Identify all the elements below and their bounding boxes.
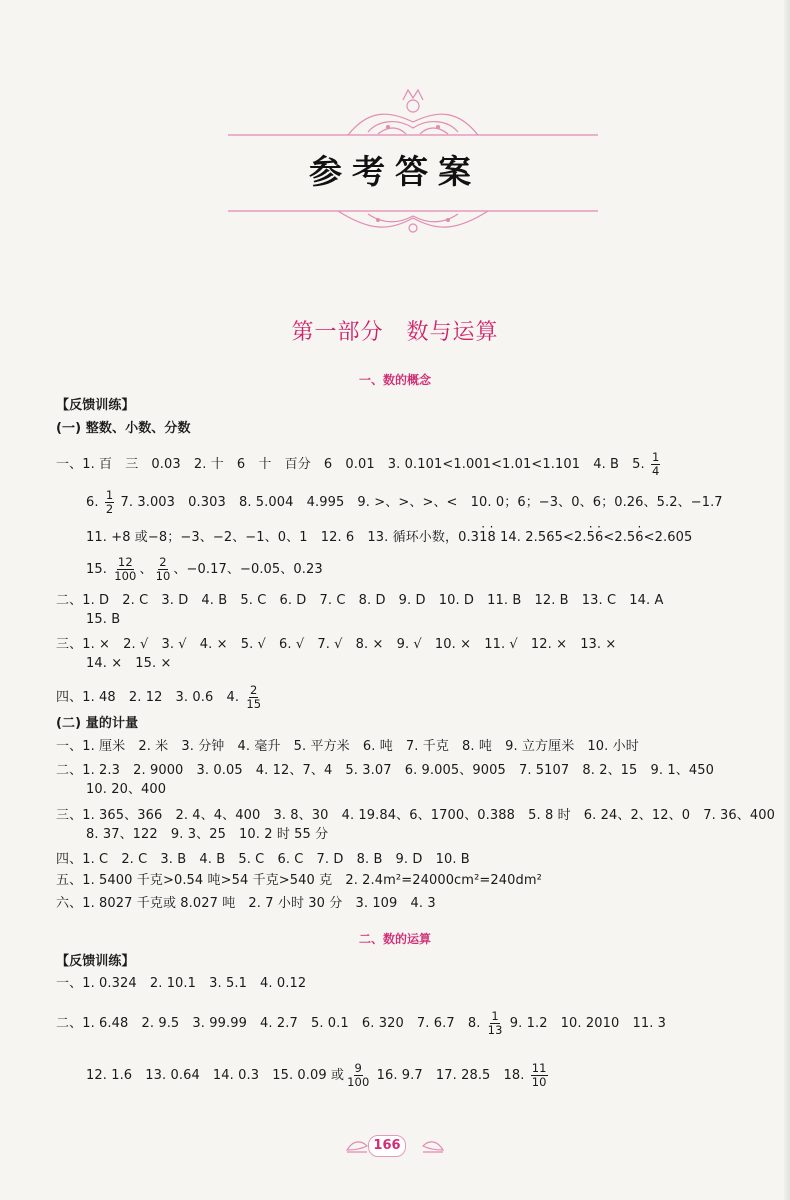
fraction xyxy=(651,451,660,478)
subsection-heading: (一) 整数、小数、分数 xyxy=(56,421,191,436)
answer-line: 二、1. 2.3 2. 9000 3. 0.05 4. 12、7、4 5. 3.07 6. 9.005、9005 7. 5107 8. 2、15 9. 1、450 xyxy=(56,763,714,778)
fraction-numerator: 1 xyxy=(652,450,660,464)
fraction xyxy=(346,1062,370,1089)
answer-line: 六、1. 8027 千克或 8.027 吨 2. 7 小时 30 分 3. 109 4. 3 xyxy=(56,896,436,911)
answer-line xyxy=(56,1010,666,1037)
answer-line xyxy=(56,684,264,711)
answer-text: 14. 2.565<2. xyxy=(500,530,587,545)
answer-text: 15. xyxy=(86,562,107,577)
fraction xyxy=(487,1010,504,1037)
answer-line xyxy=(86,530,692,546)
fraction-denominator: 2 xyxy=(105,502,114,516)
repeating-digit: · 1 xyxy=(479,530,487,546)
fraction-numerator: 11 xyxy=(531,1061,547,1075)
repeating-digit: · 6 xyxy=(595,530,603,546)
answer-line: 四、1. C 2. C 3. B 4. B 5. C 6. C 7. D 8. B 9. D 10. B xyxy=(56,852,470,867)
answer-line: 三、1. × 2. √ 3. √ 4. × 5. √ 6. √ 7. √ 8. × 9. √ 10. × 11. √ 12. × 13. × xyxy=(56,637,617,652)
answer-text: 二、1. 6.48 2. 9.5 3. 99.99 4. 2.7 5. 0.1 6. 320 7. 6.7 8. xyxy=(56,1016,481,1031)
section-title-number-concept: 一、数的概念 xyxy=(358,373,431,387)
answer-text: <2.5 xyxy=(603,530,636,545)
answer-text: 6. xyxy=(86,495,99,510)
answer-line: 8. 37、122 9. 3、25 10. 2 时 55 分 xyxy=(86,827,329,842)
answer-line: 14. × 15. × xyxy=(86,656,172,671)
repeating-digit: · 8 xyxy=(487,530,495,546)
answer-text: 16. 9.7 17. 28.5 18. xyxy=(376,1068,525,1083)
fraction-denominator: 4 xyxy=(652,464,660,478)
fraction-denominator: 15 xyxy=(246,697,262,711)
answer-line: 15. B xyxy=(86,612,121,627)
answer-line xyxy=(86,1062,550,1089)
answer-line: 五、1. 5400 千克>0.54 吨>54 千克>540 克 2. 2.4m²=24000cm²=240dm² xyxy=(56,873,542,888)
answer-text: <2.605 xyxy=(643,530,693,545)
fraction-numerator: 2 xyxy=(250,683,258,697)
answer-text: 、−0.17、−0.05、0.23 xyxy=(173,562,323,577)
answer-line: 三、1. 365、366 2. 4、4、400 3. 8、30 4. 19.84、6、1700、0.388 5. 8 时 6. 24、2、12、0 7. 36、400 xyxy=(56,808,776,823)
feedback-heading: 【反馈训练】 xyxy=(56,954,135,969)
repeating-digit: · 6 xyxy=(635,530,643,546)
section-title-number-operations: 二、数的运算 xyxy=(358,932,431,946)
fraction xyxy=(113,556,137,583)
answer-line xyxy=(86,489,723,516)
fraction-denominator: 100 xyxy=(347,1075,370,1089)
fraction xyxy=(155,556,172,583)
page-number: 166 xyxy=(368,1135,406,1157)
answer-line: 一、1. 厘米 2. 米 3. 分钟 4. 毫升 5. 平方米 6. 吨 7. 千克 8. 吨 9. 立方厘米 10. 小时 xyxy=(56,739,639,754)
answer-line: 一、1. 0.324 2. 10.1 3. 5.1 4. 0.12 xyxy=(56,976,307,991)
answer-text: 一、1. 百 三 0.03 2. 十 6 十 百分 6 0.01 3. 0.101<1.001<1.01<1.101 4. B 5. xyxy=(56,457,645,472)
answer-line: 15. $\frac{12}{100}$ 、 $\frac{2}{10}$ 、−0.17、−0.05、0.23 xyxy=(86,555,323,583)
answer-line: 10. 20、400 xyxy=(86,782,167,797)
answer-text: 7. 3.003 0.303 8. 5.004 4.995 9. >、>、>、< 10. 0；6；−3、0、6；0.26、5.2、−1.7 xyxy=(120,495,723,510)
fraction xyxy=(105,489,114,516)
feedback-heading: 【反馈训练】 xyxy=(56,398,135,413)
answer-text: 12. 1.6 13. 0.64 14. 0.3 15. 0.09 或 xyxy=(86,1068,345,1083)
fraction-numerator: 1 xyxy=(105,488,114,502)
fraction-denominator: 10 xyxy=(531,1075,547,1089)
fraction xyxy=(531,1062,548,1089)
fraction-denominator: 13 xyxy=(487,1023,503,1037)
answer-line xyxy=(56,451,662,478)
fraction-numerator: 9 xyxy=(354,1061,362,1075)
part-title: 第一部分 数与运算 xyxy=(291,320,499,345)
fraction-denominator: 10 xyxy=(155,569,171,583)
page-title: 参考答案 xyxy=(309,152,481,191)
fraction-numerator: 1 xyxy=(491,1009,499,1023)
fraction-numerator: 12 xyxy=(117,555,133,569)
answer-text: 9. 1.2 10. 2010 11. 3 xyxy=(509,1016,667,1031)
answer-text: 四、1. 48 2. 12 3. 0.6 4. xyxy=(56,690,240,705)
answer-text: 11. +8 或−8；−3、−2、−1、0、1 12. 6 13. 循环小数，0.3 xyxy=(86,530,480,545)
fraction xyxy=(245,684,262,711)
answer-line: 二、1. D 2. C 3. D 4. B 5. C 6. D 7. C 8. D 9. D 10. D 11. B 12. B 13. C 14. A xyxy=(56,593,664,608)
repeating-digit: · 5 xyxy=(587,530,595,546)
subsection-heading: (二) 量的计量 xyxy=(56,716,139,731)
fraction-denominator: 100 xyxy=(114,569,137,583)
fraction-numerator: 2 xyxy=(159,555,167,569)
